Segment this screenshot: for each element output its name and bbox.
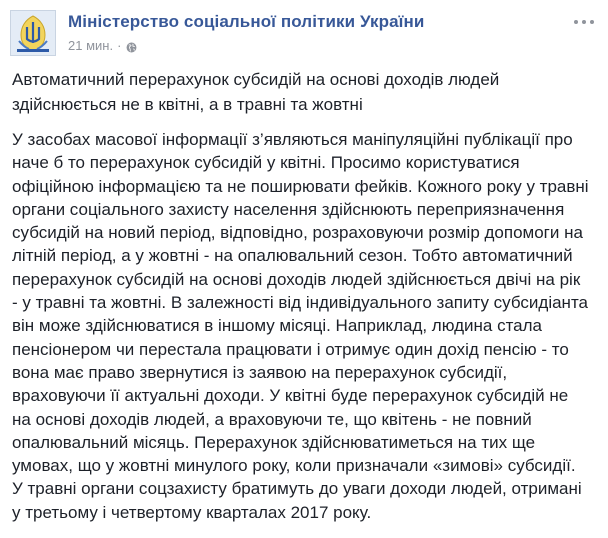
more-dot	[590, 20, 594, 24]
post-meta	[68, 38, 137, 53]
meta-separator: ·	[117, 38, 122, 53]
post-timestamp[interactable]: 21 мин.	[68, 38, 114, 53]
more-options-icon[interactable]	[574, 16, 594, 28]
page-name-link[interactable]: Міністерство соціальної політики України	[68, 12, 425, 31]
post-header	[10, 8, 600, 58]
post-title: Автоматичний перерахунок субсидій на основі доходів людей здійснюється не в квітні, а в травні та жовтні	[12, 70, 500, 114]
more-dot	[574, 20, 578, 24]
post-body: У засобах масової інформації з’являються маніпуляційні публікації про наче б то перерахунок субсидій у квітні. Просимо користуватися офіційною інформацією та не поширювати фейків. Кожного року у травні органи соціального захисту населення здійснюють переприязначення субсидій на новий період, відповідно, розраховуючи розмір допомоги на літній період, а у жовтні - на опалювальний сезон. Тобто автоматичний перерахунок субсидій на основі доходів людей здійснюється двічі на рік - у травні та жовтні. В залежності від індивідуального запиту субсидіанта він може здійснюватися в іншому місяці. Наприклад, людина стала пенсіонером чи перестала працювати і отримує один дохід пенсію - то вона має право звернутися із заявою на перерахунок субсидії, враховуючи її актуальні доходи. У квітні буде перерахунок субсидій не на основі доходів людей, а враховуючи те, що квітень - не повний опалювальний місяць. Перерахунок здійснюватиметься на тих ще умовах, що у жовтні минулого року, коли призначали «зимові» субсидії. У травні органи соцзахисту братимуть до уваги доходи людей, отримані у третьому і четвертому кварталах 2017 року.	[12, 130, 589, 522]
ministry-logo-icon	[11, 11, 55, 55]
more-dot	[582, 20, 586, 24]
ministry-logo-avatar[interactable]	[10, 10, 56, 56]
globe-icon[interactable]	[126, 41, 137, 52]
